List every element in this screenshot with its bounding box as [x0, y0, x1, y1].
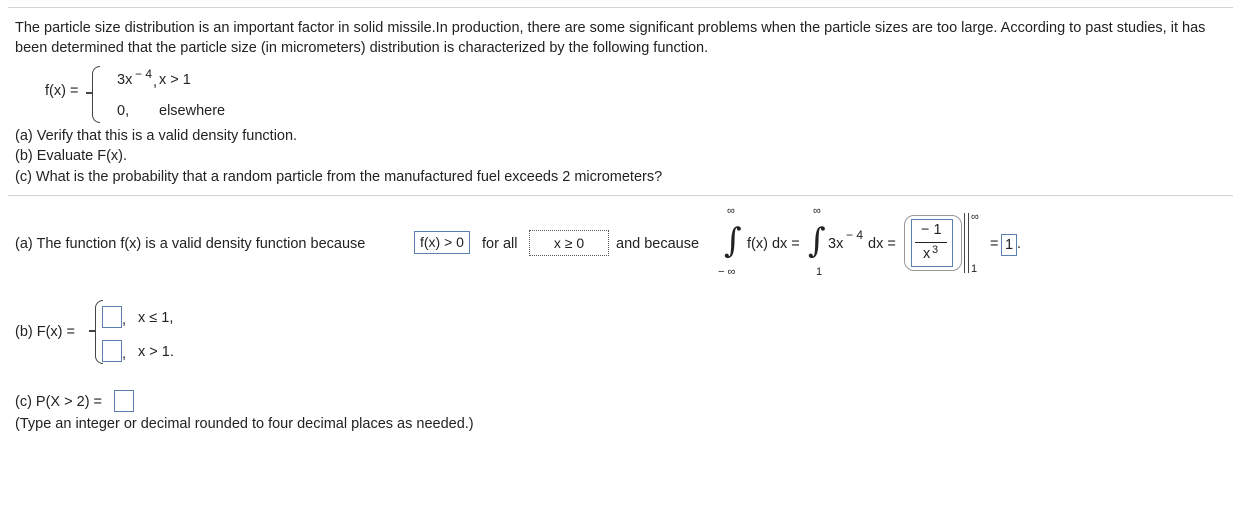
answer-a-domain-dropdown[interactable] [529, 230, 609, 256]
case1-exponent: − 4 [135, 67, 153, 81]
answer-c-note: (Type an integer or decimal rounded to four decimal places as needed.) [15, 416, 474, 432]
integral1-upper-limit: ∞ [727, 205, 735, 217]
answer-b-case2-condition: x > 1. [138, 344, 174, 360]
integral1-sign-icon: ∫ [724, 221, 742, 261]
integral1-integrand: f(x) dx = [747, 236, 800, 252]
answer-b-label: (b) F(x) = [15, 324, 76, 340]
case2-condition: elsewhere [159, 103, 226, 119]
answer-b-case1-condition: x ≤ 1, [138, 310, 174, 326]
evaluation-lower-limit: 1 [971, 263, 978, 275]
part-b-question: (b) Evaluate F(x). [15, 148, 127, 164]
integral2-exponent: − 4 [846, 228, 864, 242]
part-c-question: (c) What is the probability that a random particle from the manufactured fuel exceeds 2 micrometers? [15, 169, 663, 185]
answer-a-box-condition[interactable] [414, 231, 470, 254]
answer-a-box-condition-text: f(x) > 0 [420, 234, 464, 250]
integral1-lower-limit: − ∞ [718, 266, 736, 278]
evaluation-upper-limit: ∞ [971, 211, 979, 223]
case2-expression: 0, [117, 103, 130, 119]
answer-a-and-because: and because [616, 236, 700, 252]
answer-a-prefix: (a) The function f(x) is a valid density function because [15, 236, 366, 252]
case1-comma: , [153, 74, 158, 90]
integral2-upper-limit: ∞ [813, 205, 821, 217]
case1-expression: 3x [117, 72, 133, 88]
answer-b-brace-tip [89, 330, 95, 332]
integral2-integrand: 3x [828, 236, 844, 252]
fraction-denominator: x [923, 246, 931, 262]
answer-b-case1-comma: , [122, 312, 127, 328]
answer-c-input[interactable] [114, 390, 134, 412]
answer-a-result-value: 1 [1004, 237, 1014, 253]
fraction-bar [915, 242, 947, 243]
piecewise-brace-tip [86, 92, 92, 94]
fx-label: f(x) = [45, 83, 79, 99]
integral2-dx: dx = [868, 236, 896, 252]
evaluation-bar [964, 213, 969, 273]
answer-a-for-all: for all [482, 236, 518, 252]
integral2-lower-limit: 1 [816, 266, 823, 278]
fraction-numerator: − 1 [921, 222, 942, 238]
answer-b-case1-input[interactable] [102, 306, 122, 328]
answer-b-case2-input[interactable] [102, 340, 122, 362]
answer-a-result-box[interactable] [1001, 234, 1017, 256]
fraction-denominator-exponent: 3 [932, 244, 939, 256]
problem-intro: The particle size distribution is an important factor in solid missile.In production, there are some significant problems when the particle sizes are too large. According to past studies, it has been determined that the particle size (in micrometers) distribution is characterized by the following function. [15, 20, 1206, 56]
integral2-sign-icon: ∫ [808, 221, 826, 261]
top-divider [8, 7, 1233, 8]
answer-a-domain-value: x ≥ 0 [553, 235, 585, 251]
answer-a-period: . [1017, 236, 1022, 252]
case1-condition: x > 1 [159, 72, 191, 88]
piecewise-brace [92, 66, 100, 123]
answer-b-case2-comma: , [122, 346, 127, 362]
part-a-question: (a) Verify that this is a valid density function. [15, 128, 298, 144]
answer-c-label: (c) P(X > 2) = [15, 394, 103, 410]
answer-a-equals: = [990, 236, 999, 252]
question-answer-divider [8, 195, 1233, 196]
